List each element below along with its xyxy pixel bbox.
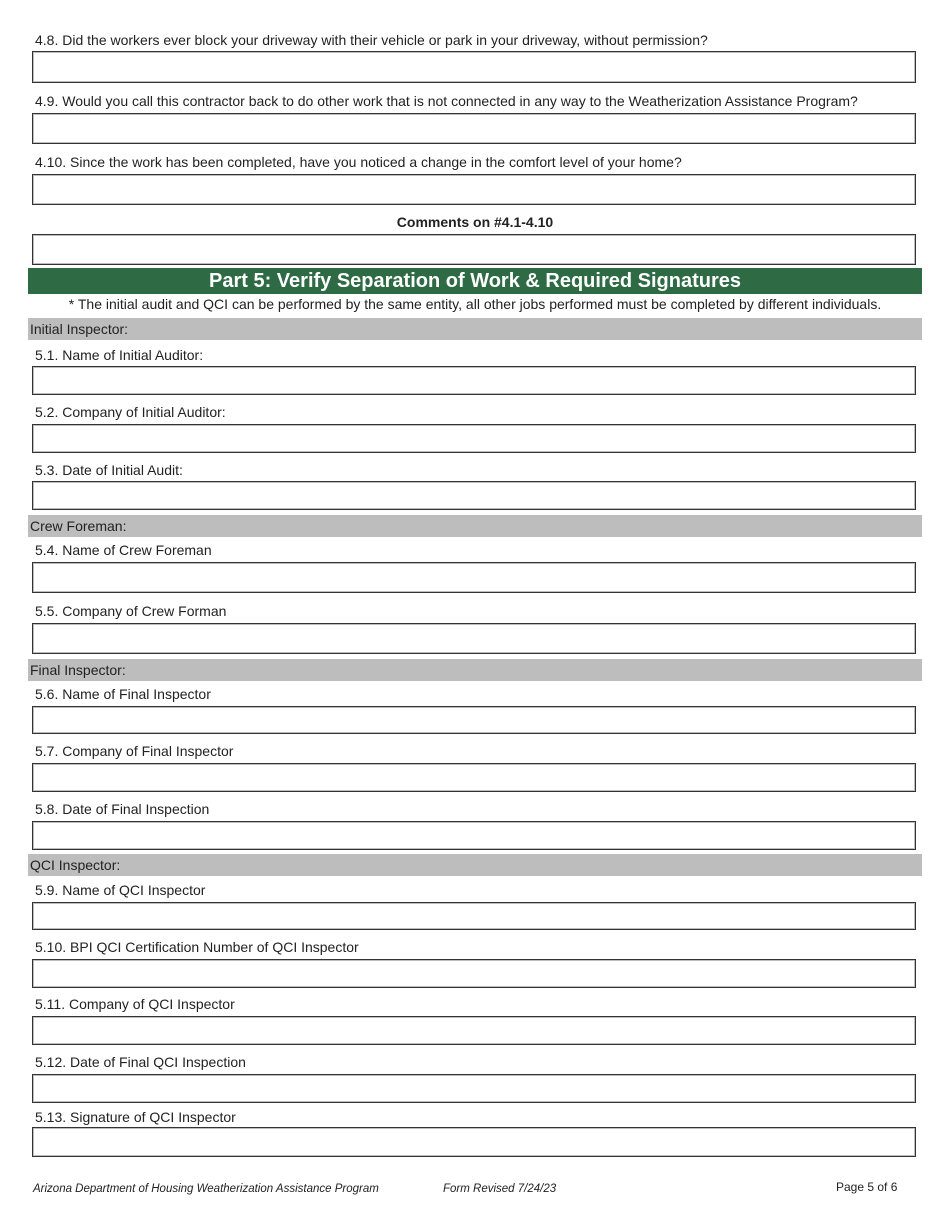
answer-field-5-5[interactable] xyxy=(32,623,916,654)
section-crew-foreman: Crew Foreman: xyxy=(28,515,922,537)
question-5-8: 5.8. Date of Final Inspection xyxy=(35,801,210,817)
footer-revision: Form Revised 7/24/23 xyxy=(443,1183,557,1195)
question-5-10: 5.10. BPI QCI Certification Number of QCI Inspector xyxy=(35,939,359,955)
footer-organization: Arizona Department of Housing Weatherization Assistance Program xyxy=(33,1183,379,1195)
answer-field-5-6[interactable] xyxy=(32,706,916,734)
question-5-3: 5.3. Date of Initial Audit: xyxy=(35,462,183,478)
section-initial-inspector: Initial Inspector: xyxy=(28,318,922,340)
question-5-13: 5.13. Signature of QCI Inspector xyxy=(35,1109,236,1125)
answer-field-4-9[interactable] xyxy=(32,113,916,144)
answer-field-5-8[interactable] xyxy=(32,821,916,850)
page-number: Page 5 of 6 xyxy=(836,1180,898,1194)
answer-field-5-9[interactable] xyxy=(32,902,916,930)
answer-field-5-12[interactable] xyxy=(32,1074,916,1103)
question-5-12: 5.12. Date of Final QCI Inspection xyxy=(35,1054,246,1070)
comments-label: Comments on #4.1-4.10 xyxy=(396,214,554,230)
question-5-5: 5.5. Company of Crew Forman xyxy=(35,603,227,619)
question-5-4: 5.4. Name of Crew Foreman xyxy=(35,542,212,558)
part5-note: * The initial audit and QCI can be performed by the same entity, all other jobs performed must be completed by different individuals. xyxy=(68,296,882,312)
answer-field-5-1[interactable] xyxy=(32,366,916,395)
question-4-9: 4.9. Would you call this contractor back to do other work that is not connected in any way to the Weatherization Assistance Program? xyxy=(35,93,858,109)
question-5-7: 5.7. Company of Final Inspector xyxy=(35,743,234,759)
part5-title: Part 5: Verify Separation of Work & Required Signatures xyxy=(28,268,922,294)
answer-field-5-4[interactable] xyxy=(32,562,916,593)
answer-field-5-2[interactable] xyxy=(32,424,916,453)
comments-field[interactable] xyxy=(32,234,916,265)
answer-field-5-7[interactable] xyxy=(32,763,916,792)
answer-field-4-8[interactable] xyxy=(32,51,916,83)
answer-field-5-10[interactable] xyxy=(32,959,916,988)
question-5-9: 5.9. Name of QCI Inspector xyxy=(35,882,206,898)
question-5-11: 5.11. Company of QCI Inspector xyxy=(35,996,235,1012)
section-final-inspector: Final Inspector: xyxy=(28,659,922,681)
answer-field-5-11[interactable] xyxy=(32,1016,916,1045)
question-4-8: 4.8. Did the workers ever block your driveway with their vehicle or park in your driveway, without permission? xyxy=(35,32,708,48)
section-qci-inspector: QCI Inspector: xyxy=(28,854,922,876)
answer-field-5-3[interactable] xyxy=(32,481,916,510)
question-5-1: 5.1. Name of Initial Auditor: xyxy=(35,347,204,363)
question-5-6: 5.6. Name of Final Inspector xyxy=(35,686,211,702)
signature-field-5-13[interactable] xyxy=(32,1127,916,1157)
answer-field-4-10[interactable] xyxy=(32,174,916,205)
question-5-2: 5.2. Company of Initial Auditor: xyxy=(35,404,226,420)
question-4-10: 4.10. Since the work has been completed, have you noticed a change in the comfort level of your home? xyxy=(35,154,682,170)
